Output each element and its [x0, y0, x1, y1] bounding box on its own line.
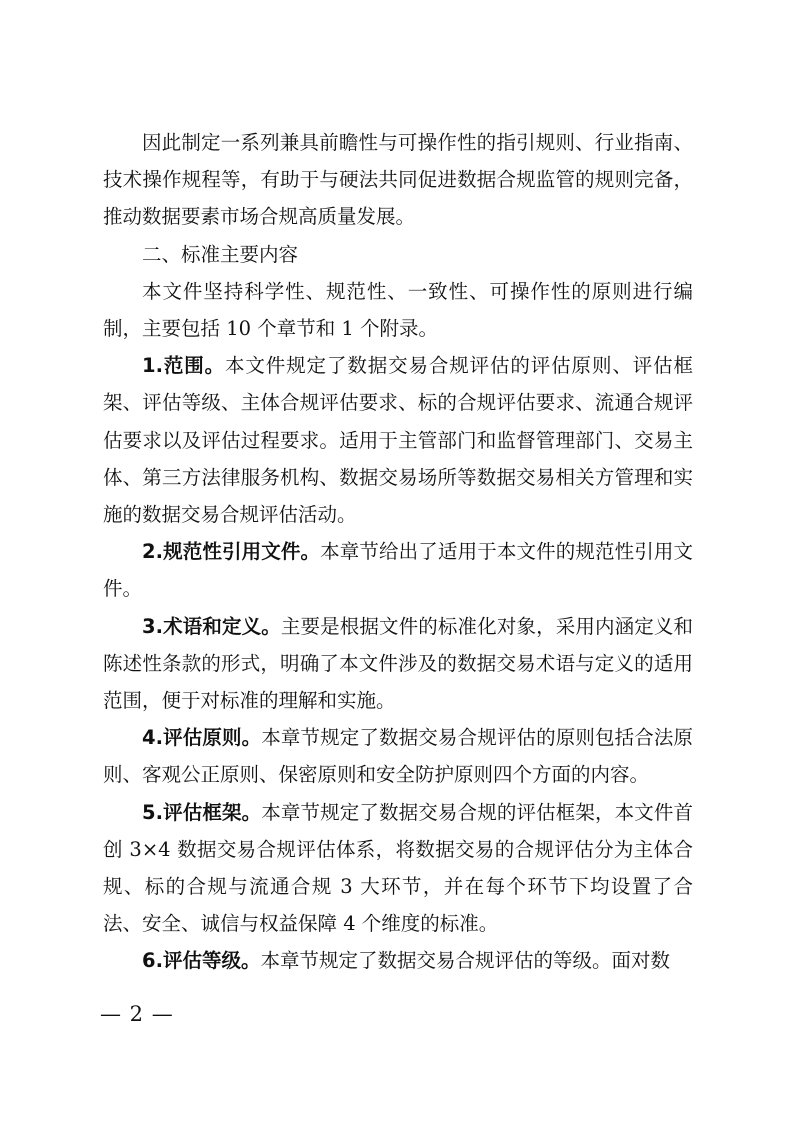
paragraph-scope: 1.范围。本文件规定了数据交易合规评估的评估原则、评估框架、评估等级、主体合规评估要求、标的合规评估要求、流通合规评估要求以及评估过程要求。适用于主管部门和监督管理部门、交易主体、第三方法律服务机构、数据交易场所等数据交易相关方管理和实施的数据交易合规评估活动。 — [103, 354, 693, 527]
paragraph-normative-references: 2.规范性引用文件。本章节给出了适用于本文件的规范性引用文件。 — [103, 540, 693, 601]
item-lead: 4.评估原则。 — [142, 726, 262, 750]
section-heading: 二、标准主要内容 — [142, 242, 299, 266]
item-lead: 1.范围。 — [142, 354, 226, 378]
page-number: — 2 — — [100, 1002, 174, 1026]
item-lead: 6.评估等级。 — [142, 949, 261, 973]
paragraph-grades: 6.评估等级。本章节规定了数据交易合规评估的等级。面对数 — [142, 949, 670, 973]
item-lead: 5.评估框架。 — [142, 800, 262, 824]
paragraph-principles: 4.评估原则。本章节规定了数据交易合规评估的原则包括合法原则、客观公正原则、保密原则和安全防护原则四个方面的内容。 — [103, 726, 693, 787]
item-lead: 2.规范性引用文件。 — [142, 540, 321, 564]
paragraph-overview: 本文件坚持科学性、规范性、一致性、可操作性的原则进行编制，主要包括 10 个章节和 1 个附录。 — [103, 279, 693, 341]
item-lead: 3.术语和定义。 — [142, 614, 281, 638]
paragraph-terms: 3.术语和定义。主要是根据文件的标准化对象，采用内涵定义和陈述性条款的形式，明确了本文件涉及的数据交易术语与定义的适用范围，便于对标准的理解和实施。 — [103, 614, 693, 713]
document-body — [103, 124, 693, 980]
paragraph-framework: 5.评估框架。本章节规定了数据交易合规的评估框架，本文件首创 3×4 数据交易合规评估体系，将数据交易的合规评估分为主体合规、标的合规与流通合规 3 大环节，并在每个环节下均设置了合法、安全、诚信与权益保障 4 个维度的标准。 — [103, 800, 693, 936]
paragraph-intro: 因此制定一系列兼具前瞻性与可操作性的指引规则、行业指南、技术操作规程等，有助于与硬法共同促进数据合规监管的规则完备，推动数据要素市场合规高质量发展。 — [103, 131, 693, 229]
